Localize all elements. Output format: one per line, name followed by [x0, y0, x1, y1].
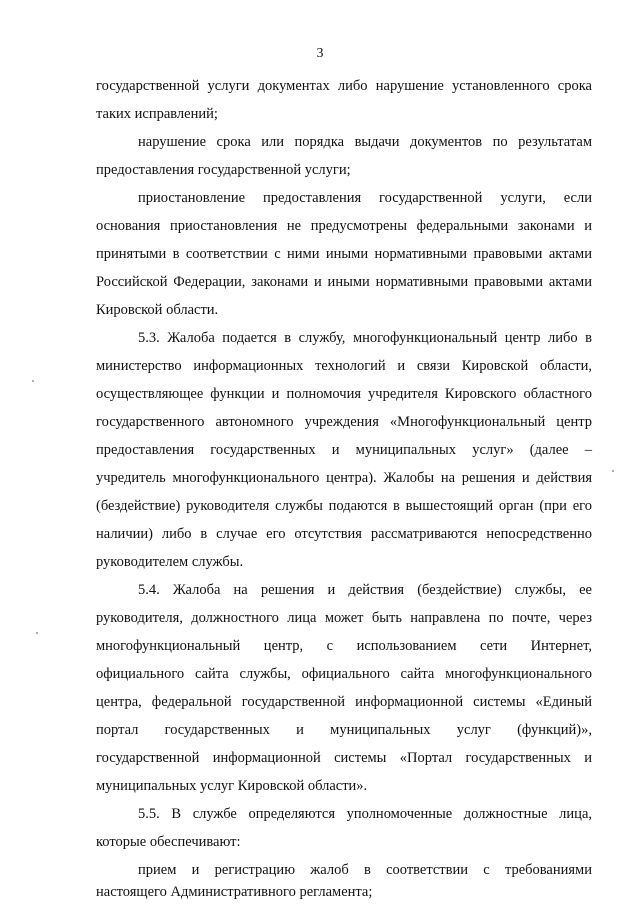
text-line: государственной услуги документах либо нарушение установленного срока: [96, 78, 592, 94]
text-line: 5.3. Жалоба подается в службу, многофункциональный центр либо в: [138, 330, 592, 346]
scan-speck: [36, 632, 38, 634]
text-line: настоящего Административного регламента;: [96, 884, 373, 900]
text-line: муниципальных услуг Кировской области».: [96, 778, 368, 794]
text-line: портал государственных и муниципальных услуг (функций)»,: [96, 722, 592, 738]
text-line: руководителя, должностного лица может быть направлена по почте, через: [96, 610, 592, 626]
text-line: приостановление предоставления государственной услуги, если: [138, 190, 592, 206]
text-line: многофункциональный центр, с использованием сети Интернет,: [96, 638, 592, 654]
text-line: государственной информационной системы «Портал государственных и: [96, 750, 592, 766]
text-line: наличии) либо в случае его отсутствия рассматриваются непосредственно: [96, 526, 592, 542]
text-line: Кировской области.: [96, 302, 219, 318]
text-line: (бездействие) руководителя службы подаются в вышестоящий орган (при его: [96, 498, 592, 514]
text-line: основания приостановления не предусмотрены федеральными законами и: [96, 218, 592, 234]
text-line: таких исправлений;: [96, 106, 218, 122]
scan-speck: [32, 380, 34, 382]
text-line: предоставления государственной услуги;: [96, 162, 351, 178]
text-line: предоставления государственных и муниципальных услуг» (далее –: [96, 442, 592, 458]
text-line: осуществляющее функции и полномочия учредителя Кировского областного: [96, 386, 592, 402]
scan-speck: [612, 470, 614, 472]
text-line: принятыми в соответствии с ними иными нормативными правовыми актами: [96, 246, 592, 262]
text-line: прием и регистрацию жалоб в соответствии с требованиями: [138, 862, 592, 878]
text-line: Российской Федерации, законами и иными нормативными правовыми актами: [96, 274, 592, 290]
text-line: которые обеспечивают:: [96, 834, 241, 850]
text-line: государственного автономного учреждения «Многофункциональный центр: [96, 414, 592, 430]
text-line: 5.4. Жалоба на решения и действия (бездействие) службы, ее: [138, 582, 592, 598]
text-line: руководителем службы.: [96, 554, 244, 570]
text-line: 5.5. В службе определяются уполномоченные должностные лица,: [138, 806, 592, 822]
page-number: 3: [316, 46, 324, 61]
text-line: министерство информационных технологий и связи Кировской области,: [96, 358, 592, 374]
text-line: учредитель многофункционального центра). Жалобы на решения и действия: [96, 470, 592, 486]
text-line: официального сайта службы, официального сайта многофункционального: [96, 666, 592, 682]
text-line: центра, федеральной государственной информационной системы «Единый: [96, 694, 592, 710]
text-line: нарушение срока или порядка выдачи документов по результатам: [138, 134, 592, 150]
